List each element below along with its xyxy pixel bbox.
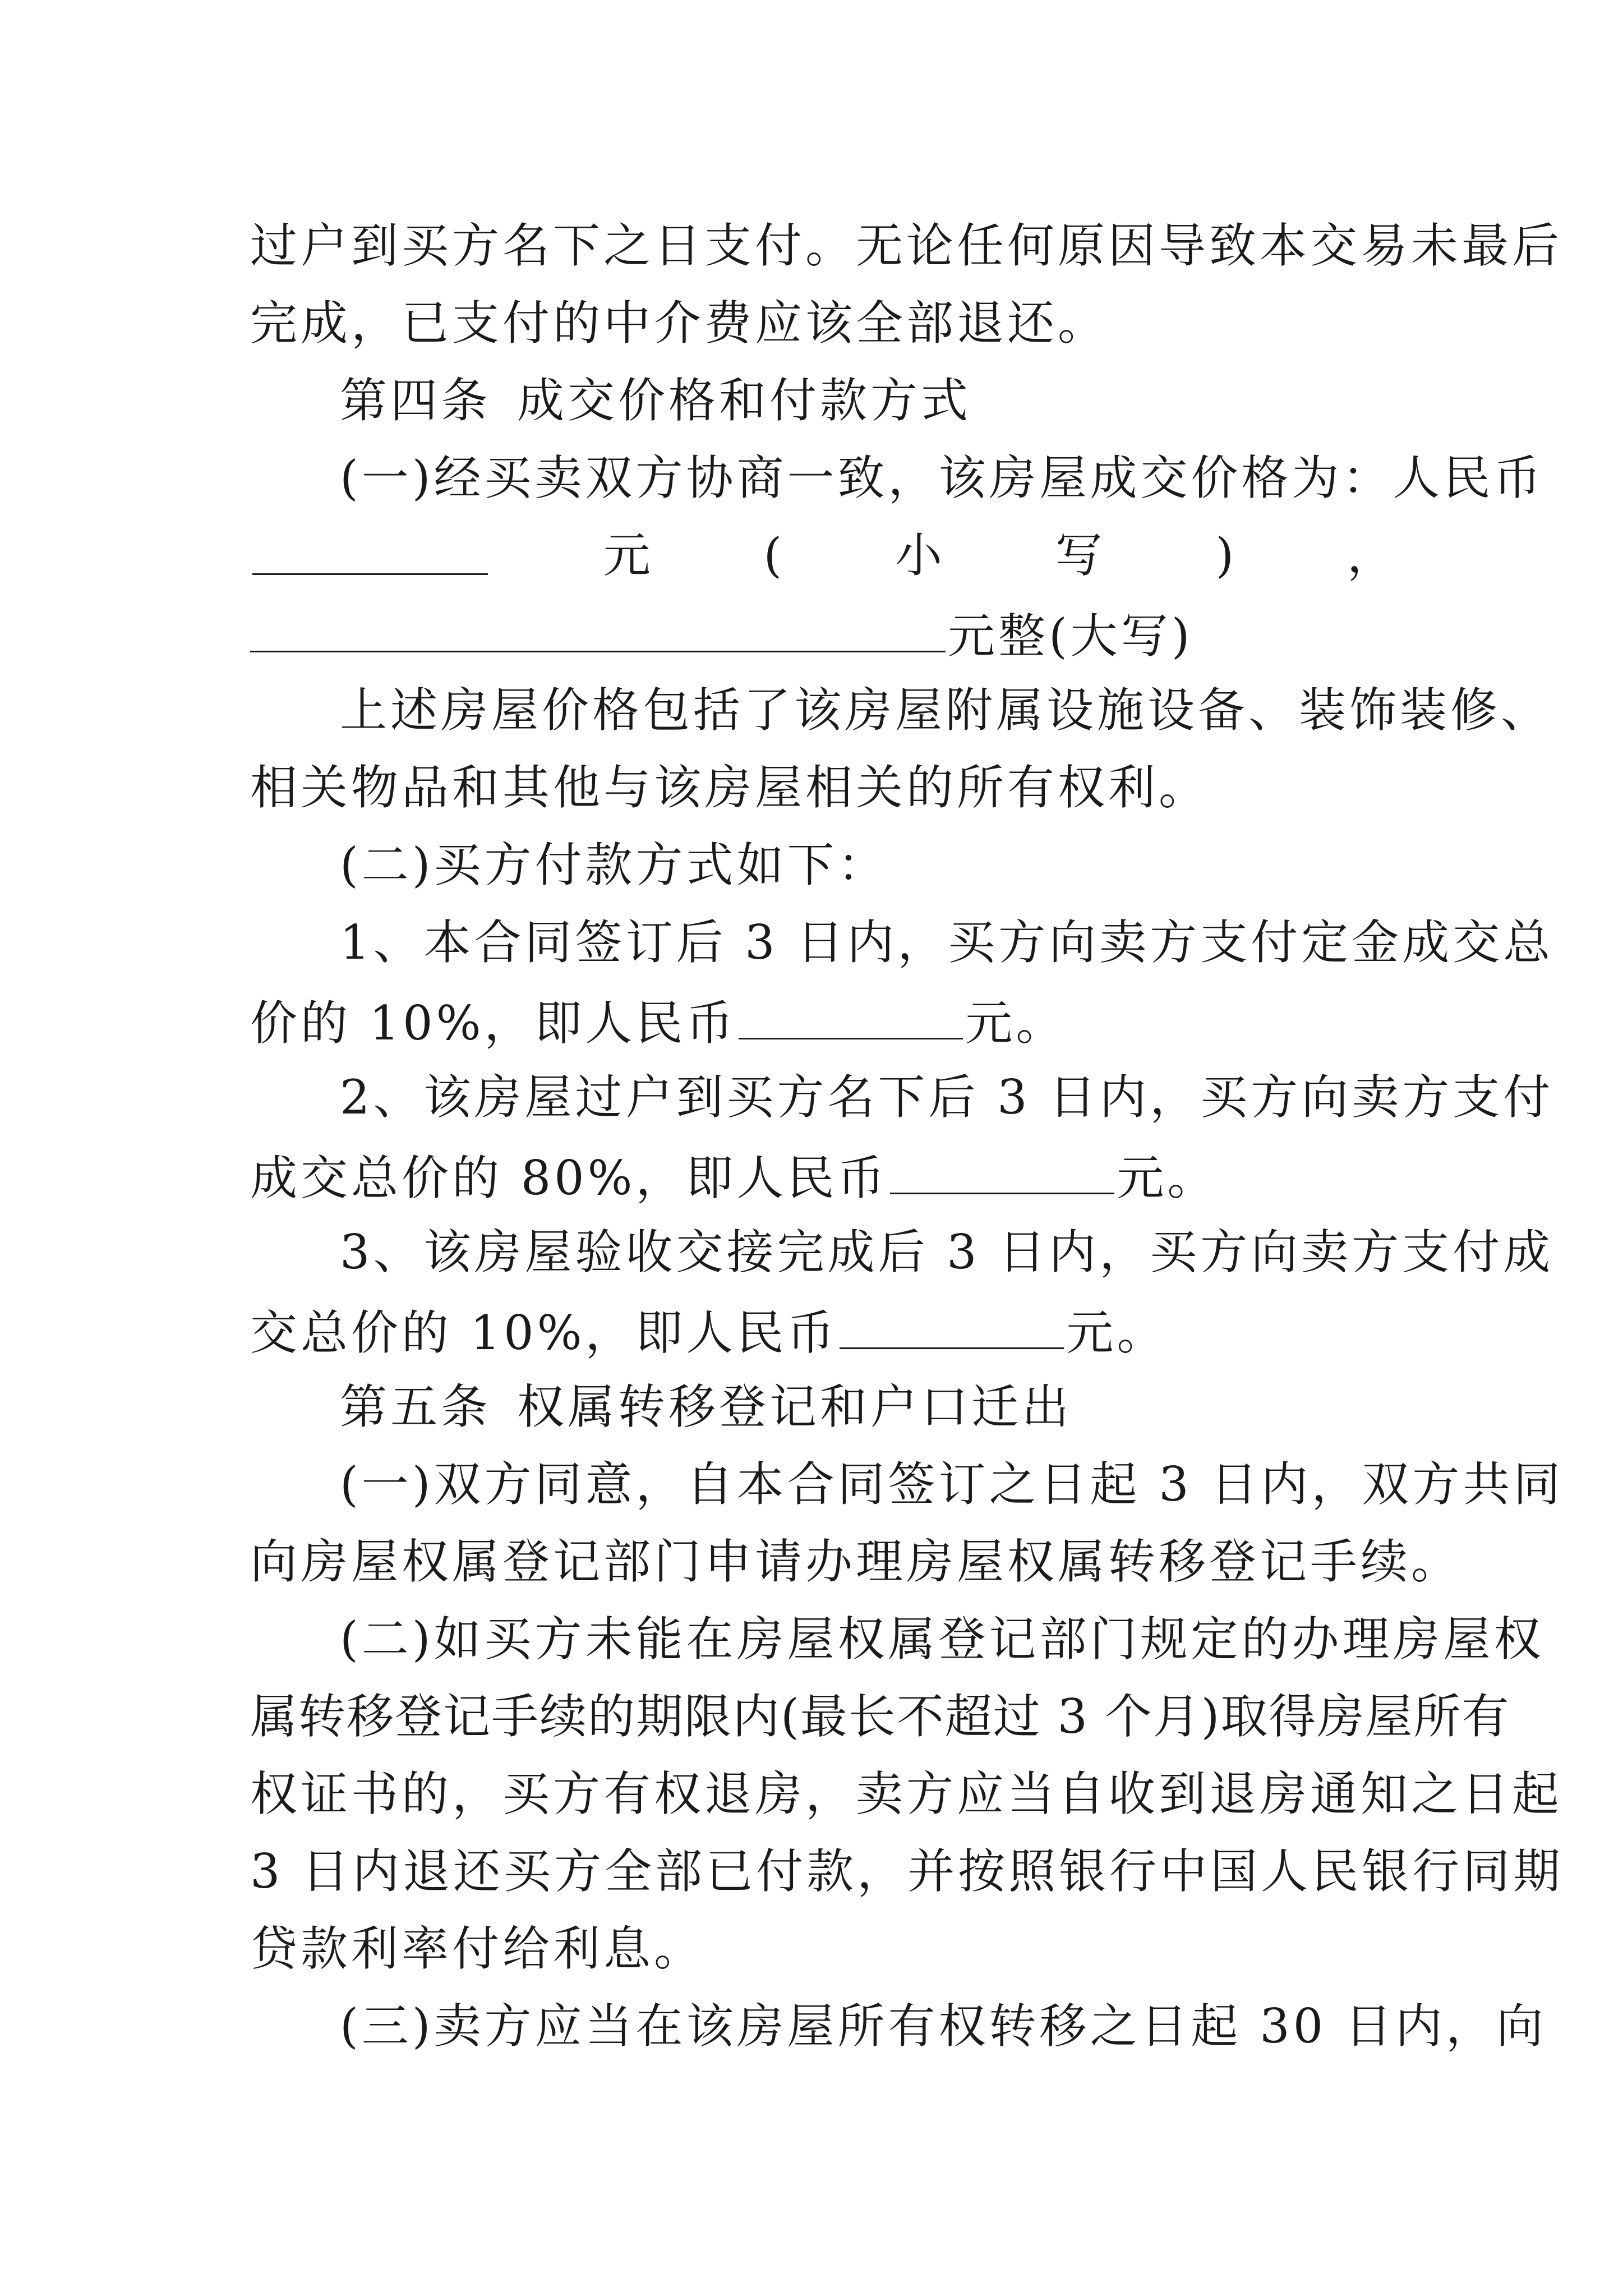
article-5-heading	[340, 1379, 1394, 1434]
text-line: 贷款利率付给利息。	[250, 1921, 705, 1976]
text-line: 向房屋权属登记部门申请办理房屋权属转移登记手续。	[250, 1534, 1462, 1589]
text-fragment: )	[1215, 528, 1234, 583]
article-number: 第五条	[340, 1379, 492, 1434]
text-line: (二)买方付款方式如下：	[340, 838, 888, 892]
text-fragment: 交总价的 10%，即人民币	[250, 1305, 838, 1360]
text-line: (二)如买方未能在房屋权属登记部门规定的办理房屋权	[340, 1612, 1544, 1667]
blank-field[interactable]	[252, 532, 488, 575]
text-line: 3 日内退还买方全部已付款，并按照银行中国人民银行同期	[250, 1844, 1564, 1899]
text-line: 2、该房屋过户到买方名下后 3 日内，买方向卖方支付	[340, 1070, 1554, 1125]
blank-field[interactable]	[250, 609, 946, 652]
price-capital-line	[250, 609, 1394, 664]
text-fragment: 元整(大写)	[948, 609, 1193, 664]
article-number: 第四条	[340, 373, 492, 428]
price-amount-line	[250, 528, 1394, 583]
text-fragment: 成交总价的 80%，即人民币	[250, 1151, 888, 1205]
text-fragment: 元。	[965, 996, 1067, 1051]
text-line: 1、本合同签订后 3 日内，买方向卖方支付定金成交总	[340, 915, 1554, 970]
text-fragment: 写	[1055, 528, 1103, 583]
payment-line	[250, 1151, 1394, 1205]
text-fragment: 元	[603, 528, 651, 583]
text-line: (一)双方同意，自本合同签订之日起 3 日内，双方共同	[340, 1457, 1564, 1512]
text-fragment: 价的 10%，即人民币	[250, 996, 737, 1051]
article-4-heading	[340, 373, 1394, 428]
text-line: 过户到买方名下之日支付。无论任何原因导致本交易未最后	[250, 218, 1563, 273]
blank-field[interactable]	[739, 996, 963, 1039]
blank-field[interactable]	[840, 1306, 1064, 1349]
text-line: 相关物品和其他与该房屋相关的所有权利。	[250, 760, 1210, 815]
article-title: 权属转移登记和户口迁出	[517, 1379, 1073, 1434]
text-line: 完成，已支付的中介费应该全部退还。	[250, 296, 1109, 351]
text-line: 上述房屋价格包括了该房屋附属设施设备、装饰装修、	[340, 683, 1552, 738]
payment-line	[250, 1305, 1394, 1360]
text-fragment: 元。	[1117, 1151, 1218, 1205]
text-line: (三)卖方应当在该房屋所有权转移之日起 30 日内，向	[340, 1999, 1547, 2054]
text-fragment: 小	[895, 528, 942, 583]
payment-line	[250, 996, 1394, 1051]
article-title: 成交价格和付款方式	[517, 373, 972, 428]
text-line: 3、该房屋验收交接完成后 3 日内，买方向卖方支付成	[340, 1225, 1554, 1280]
text-line: (一)经买卖双方协商一致，该房屋成交价格为：人民币	[340, 450, 1544, 505]
text-line: 权证书的，买方有权退房，卖方应当自收到退房通知之日起	[250, 1766, 1563, 1821]
text-fragment: ，	[1347, 528, 1394, 583]
blank-field[interactable]	[890, 1151, 1114, 1194]
text-line: 属转移登记手续的期限内(最长不超过 3 个月)取得房屋所有	[250, 1689, 1510, 1744]
text-fragment: 元。	[1066, 1305, 1168, 1360]
text-fragment: (	[763, 528, 782, 583]
